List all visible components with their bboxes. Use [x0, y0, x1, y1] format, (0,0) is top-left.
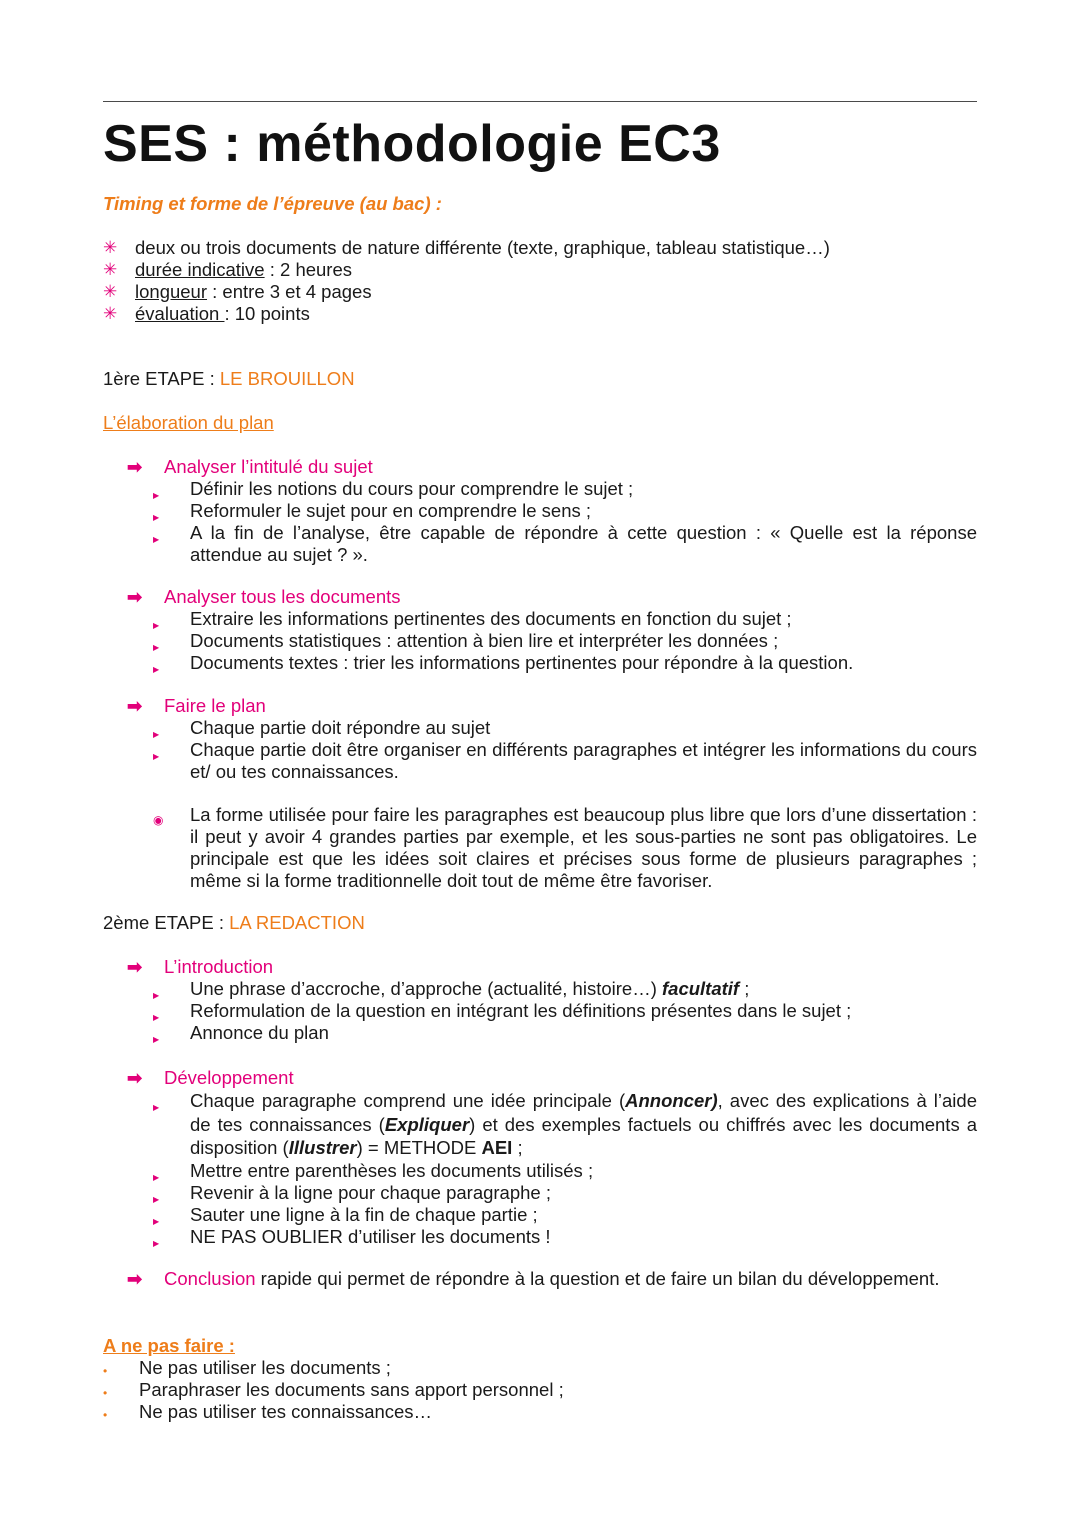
arrow-right-icon: ➡: [127, 587, 143, 607]
conclusion-section: [103, 1268, 977, 1290]
section-title: ➡ L’introduction: [127, 956, 274, 977]
section-title: ➡ Analyser l’intitulé du sujet: [127, 456, 373, 477]
step1-heading: 1ère ETAPE : LE BROUILLON: [103, 368, 355, 389]
triangle-bullet-icon: ▶: [153, 730, 160, 739]
section-title: ➡ Analyser tous les documents: [127, 586, 401, 607]
format-item: ✳ durée indicative : 2 heures: [103, 259, 353, 280]
analyse-sujet-section: [103, 456, 977, 566]
triangle-bullet-icon: ▶: [153, 665, 160, 674]
triangle-bullet-icon: ▶: [153, 1172, 160, 1182]
list-item: ▶ Une phrase d’accroche, d’approche (actualité, histoire…) facultatif ;: [103, 978, 977, 1000]
plan-subheading: L’élaboration du plan: [103, 412, 274, 433]
list-item: • Paraphraser les documents sans apport personnel ;: [103, 1379, 977, 1401]
triangle-bullet-icon: ▶: [153, 1194, 160, 1204]
arrow-right-icon: ➡: [127, 1269, 143, 1289]
list-item: ▶ Revenir à la ligne pour chaque paragraphe ;: [103, 1182, 977, 1204]
list-item: ▶ NE PAS OUBLIER d’utiliser les documents !: [103, 1226, 977, 1248]
target-bullet-icon: ◉: [153, 813, 164, 827]
list-item: ▶ Chaque partie doit répondre au sujet: [103, 717, 977, 739]
list-item: ▶ Chaque partie doit être organiser en différents paragraphes et intégrer les informations du cours et/ ou tes connaissances.: [153, 739, 977, 782]
list-item: ▶ Documents statistiques : attention à bien lire et interpréter les données ;: [103, 630, 977, 652]
list-item: ▶ Sauter une ligne à la fin de chaque partie ;: [103, 1204, 977, 1226]
list-item: ▶ Reformulation de la question en intégrant les définitions présentes dans le sujet ;: [103, 1000, 977, 1022]
arrow-right-icon: ➡: [127, 957, 143, 977]
format-item: ✳ longueur : entre 3 et 4 pages: [103, 281, 372, 302]
dot-bullet-icon: •: [103, 1364, 108, 1378]
step2-heading: 2ème ETAPE : LA REDACTION: [103, 912, 365, 933]
triangle-bullet-icon: ▶: [153, 1035, 160, 1044]
triangle-bullet-icon: ▶: [153, 643, 160, 652]
asterisk-icon: ✳: [103, 282, 118, 301]
section-title: ➡ Faire le plan: [127, 695, 266, 716]
format-item: ✳ deux ou trois documents de nature différente (texte, graphique, tableau statistique…): [103, 237, 830, 258]
analyse-docs-section: [103, 586, 977, 674]
list-item: ▶ Documents textes : trier les informations pertinentes pour répondre à la question.: [103, 652, 977, 674]
triangle-bullet-icon: ▶: [153, 1238, 160, 1248]
asterisk-icon: ✳: [103, 238, 118, 257]
triangle-bullet-icon: ▶: [153, 535, 160, 544]
triangle-bullet-icon: ▶: [153, 621, 160, 630]
triangle-bullet-icon: ▶: [153, 991, 160, 1000]
list-item: ▶ Définir les notions du cours pour comprendre le sujet ;: [103, 478, 977, 500]
triangle-bullet-icon: ▶: [153, 513, 160, 522]
list-item: ▶ A la fin de l’analyse, être capable de répondre à cette question : « Quelle est la réponse attendue au sujet ? ».: [153, 522, 977, 565]
list-item: ▶ Reformuler le sujet pour en comprendre le sens ;: [103, 500, 977, 522]
triangle-bullet-icon: ▶: [153, 752, 160, 761]
asterisk-icon: ✳: [103, 260, 118, 279]
format-item: ✳ évaluation : 10 points: [103, 303, 310, 324]
section-title: ➡ Développement: [127, 1067, 294, 1088]
triangle-bullet-icon: ▶: [153, 1013, 160, 1022]
arrow-right-icon: ➡: [127, 1068, 143, 1088]
developpement-section: [103, 1067, 977, 1248]
list-item: ▶ Chaque paragraphe comprend une idée principale (Annoncer), avec des explications à l’aide de tes connaissances (Expliquer) et des exemples factuels ou chiffrés avec les documents a disposition (Illustrer) = METHODE AEI ;: [153, 1090, 978, 1158]
asterisk-icon: ✳: [103, 304, 118, 323]
faire-plan-section: [103, 695, 977, 783]
arrow-right-icon: ➡: [127, 696, 143, 716]
dont-do-section: [103, 1335, 977, 1423]
format-list: [103, 237, 977, 325]
dot-bullet-icon: •: [103, 1408, 108, 1422]
section-title: ➡ Conclusion rapide qui permet de répondre à la question et de faire un bilan du développement.: [127, 1268, 940, 1289]
top-rule: [103, 101, 977, 102]
list-item: ▶ Annonce du plan: [103, 1022, 977, 1044]
triangle-bullet-icon: ▶: [153, 1103, 160, 1112]
triangle-bullet-icon: ▶: [153, 1216, 160, 1226]
intro-section: [103, 956, 977, 1044]
arrow-right-icon: ➡: [127, 457, 143, 477]
plan-note: ◉ La forme utilisée pour faire les paragraphes est beaucoup plus libre que lors d’une dissertation : il peut y avoir 4 grandes parties par exemple, et les sous-parties ne sont pas obligatoires. Le principale est que les idées soit claires et précises sous forme de plusieurs paragraphes ; même si la forme traditionnelle doit tout de même être favoriser.: [153, 804, 977, 891]
list-item: • Ne pas utiliser les documents ;: [103, 1357, 977, 1379]
list-item: • Ne pas utiliser tes connaissances…: [103, 1401, 977, 1423]
dont-do-heading: A ne pas faire :: [103, 1335, 235, 1356]
timing-heading: Timing et forme de l’épreuve (au bac) :: [103, 193, 442, 214]
page-title: SES : méthodologie EC3: [103, 115, 721, 173]
list-item: ▶ Mettre entre parenthèses les documents utilisés ;: [103, 1160, 977, 1182]
triangle-bullet-icon: ▶: [153, 491, 160, 500]
list-item: ▶ Extraire les informations pertinentes des documents en fonction du sujet ;: [103, 608, 977, 630]
dot-bullet-icon: •: [103, 1386, 108, 1400]
